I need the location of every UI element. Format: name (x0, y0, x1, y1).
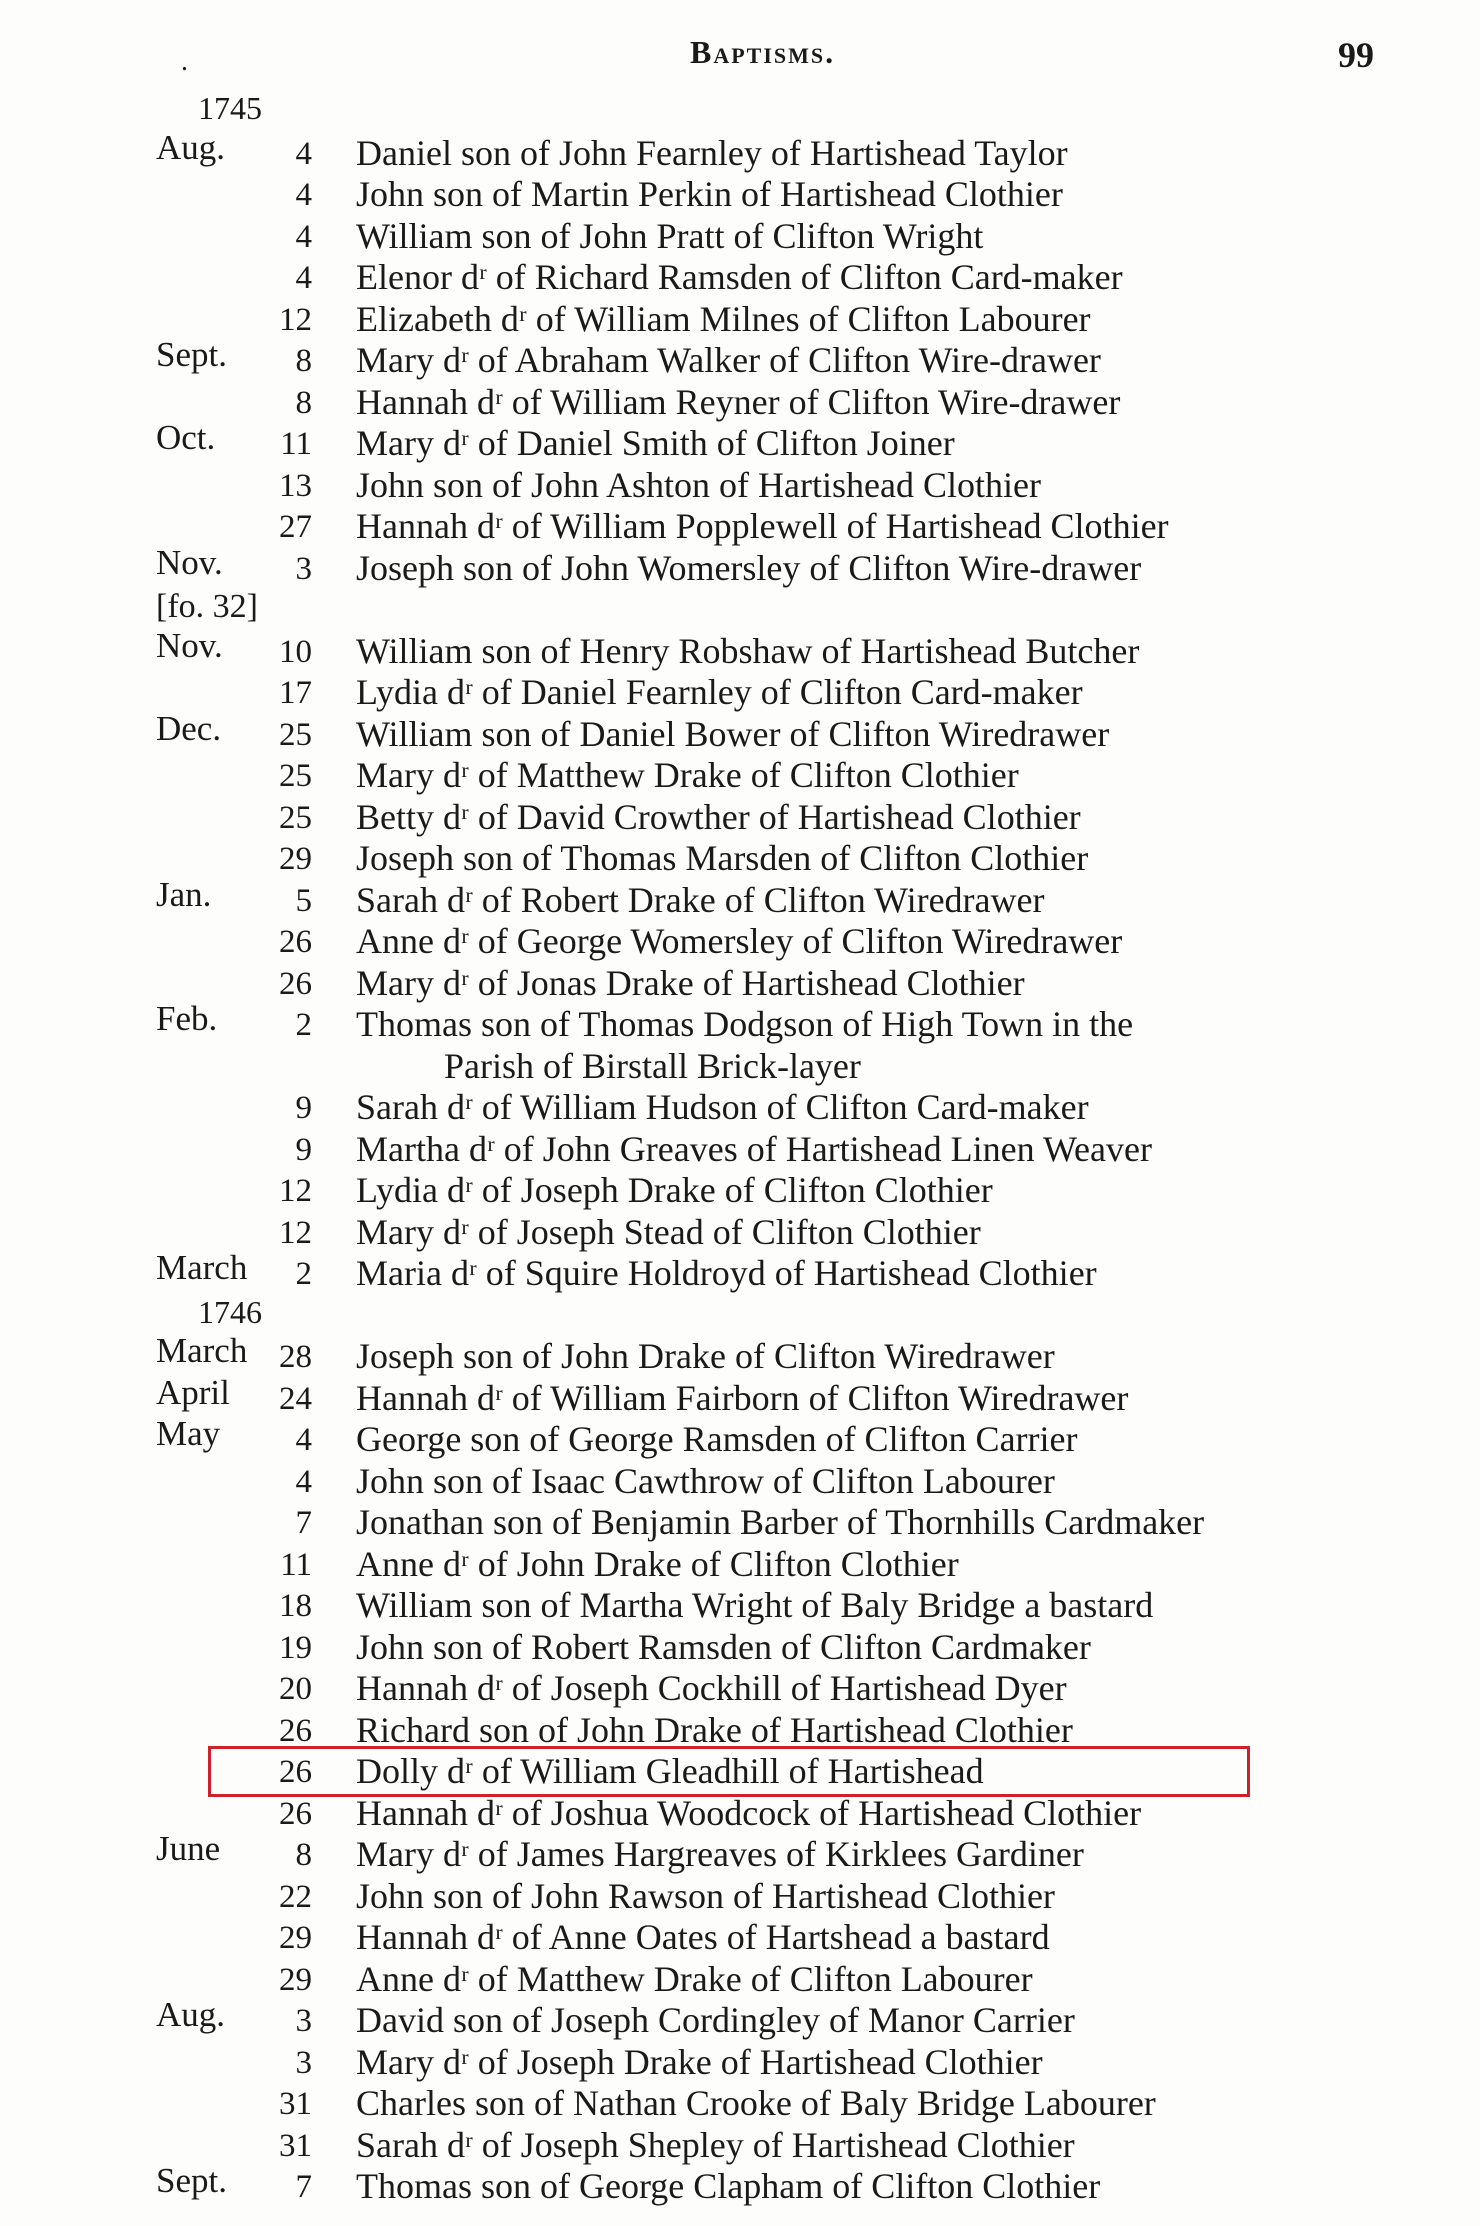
entry-day: 2 (295, 1256, 312, 1292)
entry-day: 17 (279, 675, 312, 711)
entry-text: William son of John Pratt of Clifton Wright (356, 216, 984, 256)
entry-day: 22 (279, 1879, 312, 1915)
year-label: 1745 (198, 90, 262, 126)
baptism-entry (0, 418, 1480, 465)
entry-day: 3 (295, 551, 312, 587)
entry-month: Aug. (156, 1995, 226, 2034)
entry-day: 20 (279, 1671, 312, 1707)
baptism-entry (0, 1829, 1480, 1876)
baptism-entry (0, 1373, 1480, 1420)
baptism-entry (0, 1130, 1480, 1171)
entry-day: 26 (279, 1796, 312, 1832)
baptism-entry (0, 922, 1480, 963)
entry-day: 26 (279, 966, 312, 1002)
entry-day: 3 (295, 2045, 312, 2081)
entry-text: Maria dʳ of Squire Holdroyd of Hartishead Clothier (356, 1253, 1097, 1293)
entry-text: Parish of Birstall Brick-layer (444, 1046, 861, 1086)
entry-day: 29 (279, 841, 312, 877)
baptism-entry (0, 875, 1480, 922)
entry-day: 28 (279, 1339, 312, 1375)
entry-text: Sarah dʳ of William Hudson of Clifton Card-maker (356, 1087, 1089, 1127)
baptism-entry (0, 756, 1480, 797)
entry-day: 26 (279, 924, 312, 960)
entry-day: 24 (279, 1381, 312, 1417)
entry-day: 12 (279, 302, 312, 338)
entry-text: Joseph son of John Womersley of Clifton Wire-drawer (356, 548, 1142, 588)
entry-day: 4 (295, 260, 312, 296)
highlight-box (208, 1746, 1250, 1797)
baptism-entry (0, 1503, 1480, 1544)
baptism-entry (0, 2161, 1480, 2208)
entry-text: Mary dʳ of Matthew Drake of Clifton Clothier (356, 755, 1019, 795)
entry-day: 4 (295, 219, 312, 255)
entry-text: Joseph son of John Drake of Clifton Wiredrawer (356, 1336, 1055, 1376)
entry-day: 18 (279, 1588, 312, 1624)
baptism-entry (0, 964, 1480, 1005)
entry-text: Richard son of John Drake of Hartishead Clothier (356, 1710, 1073, 1750)
entry-text: David son of Joseph Cordingley of Manor Carrier (356, 2000, 1075, 2040)
entry-text: William son of Daniel Bower of Clifton Wiredrawer (356, 714, 1110, 754)
entry-text: Betty dʳ of David Crowther of Hartishead Clothier (356, 797, 1081, 837)
entry-text: Hannah dʳ of Joseph Cockhill of Hartishead Dyer (356, 1668, 1067, 1708)
entry-day: 29 (279, 1920, 312, 1956)
entry-text: Mary dʳ of Jonas Drake of Hartishead Clothier (356, 963, 1025, 1003)
baptism-entry (0, 1545, 1480, 1586)
baptism-entry (0, 543, 1480, 590)
entry-day: 26 (279, 1754, 312, 1790)
baptism-entry (0, 1628, 1480, 1669)
entry-text: Hannah dʳ of William Reyner of Clifton Wire-drawer (356, 382, 1121, 422)
entry-text: Lydia dʳ of Joseph Drake of Clifton Clothier (356, 1170, 993, 1210)
baptism-entry (0, 2084, 1480, 2125)
folio-label: [fo. 32] (156, 588, 258, 625)
baptism-entry (0, 1088, 1480, 1129)
entry-day: 4 (295, 1422, 312, 1458)
entry-text: Sarah dʳ of Robert Drake of Clifton Wiredrawer (356, 880, 1045, 920)
entry-day: 11 (280, 1547, 312, 1583)
entry-day: 9 (295, 1132, 312, 1168)
entry-text: Hannah dʳ of William Fairborn of Clifton Wiredrawer (356, 1378, 1129, 1418)
entry-day: 12 (279, 1173, 312, 1209)
entry-day: 3 (295, 2003, 312, 2039)
entry-text: Charles son of Nathan Crooke of Baly Bridge Labourer (356, 2083, 1156, 2123)
entry-month: March (156, 1331, 248, 1370)
baptism-entry (0, 1248, 1480, 1295)
entry-text: Daniel son of John Fearnley of Hartishead Taylor (356, 133, 1068, 173)
entry-day: 10 (279, 634, 312, 670)
baptism-entry (0, 1794, 1480, 1835)
entry-text: Elenor dʳ of Richard Ramsden of Clifton Card-maker (356, 257, 1123, 297)
entry-text: John son of John Rawson of Hartishead Clothier (356, 1876, 1055, 1916)
entry-day: 8 (295, 385, 312, 421)
entry-text: Thomas son of George Clapham of Clifton Clothier (356, 2166, 1101, 2206)
entry-month: Feb. (156, 999, 218, 1038)
entry-text: Hannah dʳ of Joshua Woodcock of Hartishead Clothier (356, 1793, 1142, 1833)
baptism-entry (0, 839, 1480, 880)
entry-text: Joseph son of Thomas Marsden of Clifton Clothier (356, 838, 1089, 878)
entry-day: 12 (279, 1215, 312, 1251)
baptism-entry (0, 1877, 1480, 1918)
year-label: 1746 (198, 1294, 262, 1330)
entry-month: Oct. (156, 418, 216, 457)
header-mark: . (181, 46, 188, 77)
entry-day: 4 (295, 177, 312, 213)
baptism-entry (0, 673, 1480, 714)
entry-text: Sarah dʳ of Joseph Shepley of Hartishead Clothier (356, 2125, 1075, 2165)
entry-text: John son of Martin Perkin of Hartishead Clothier (356, 174, 1063, 214)
entry-text: Hannah dʳ of Anne Oates of Hartshead a bastard (356, 1917, 1050, 1957)
entry-text: Martha dʳ of John Greaves of Hartishead Linen Weaver (356, 1129, 1152, 1169)
baptism-entry (0, 383, 1480, 424)
entry-day: 7 (295, 2169, 312, 2205)
baptism-entry (0, 128, 1480, 175)
entry-month: March (156, 1248, 248, 1287)
entry-text: Mary dʳ of Joseph Stead of Clifton Clothier (356, 1212, 981, 1252)
entry-text: Thomas son of Thomas Dodgson of High Town in the (356, 1004, 1134, 1044)
baptism-entry (0, 1171, 1480, 1212)
entry-month: Dec. (156, 709, 222, 748)
entry-text: John son of Robert Ramsden of Clifton Cardmaker (356, 1627, 1091, 1667)
running-title: Baptisms. (690, 34, 836, 70)
entry-day: 2 (295, 1007, 312, 1043)
baptism-entry (0, 999, 1480, 1046)
entry-day: 9 (295, 1090, 312, 1126)
baptism-entry (0, 507, 1480, 548)
baptism-entry (0, 2043, 1480, 2084)
entry-text: Anne dʳ of John Drake of Clifton Clothier (356, 1544, 959, 1584)
entry-text: Hannah dʳ of William Popplewell of Hartishead Clothier (356, 506, 1169, 546)
entry-month: Nov. (156, 543, 223, 582)
entry-month: Sept. (156, 335, 227, 374)
baptism-entry (0, 798, 1480, 839)
entry-day: 8 (295, 343, 312, 379)
entry-text: John son of Isaac Cawthrow of Clifton Labourer (356, 1461, 1055, 1501)
entry-text: Mary dʳ of James Hargreaves of Kirklees Gardiner (356, 1834, 1084, 1874)
entry-day: 11 (280, 426, 312, 462)
entry-month: Jan. (156, 875, 212, 914)
baptism-entry (0, 1462, 1480, 1503)
entry-text: Mary dʳ of Daniel Smith of Clifton Joiner (356, 423, 955, 463)
year-heading (0, 92, 1480, 133)
baptism-entry (0, 1918, 1480, 1959)
baptism-entry (0, 1995, 1480, 2042)
entry-month: April (156, 1373, 230, 1412)
entry-continuation (0, 1047, 1480, 1088)
entry-day: 5 (295, 883, 312, 919)
entry-month: June (156, 1829, 221, 1868)
entry-text: Elizabeth dʳ of William Milnes of Clifton Labourer (356, 299, 1091, 339)
entry-text: Anne dʳ of Matthew Drake of Clifton Labourer (356, 1959, 1033, 1999)
baptism-entry (0, 1586, 1480, 1627)
entry-month: Sept. (156, 2161, 227, 2200)
entry-text: Lydia dʳ of Daniel Fearnley of Clifton Card-maker (356, 672, 1083, 712)
entry-day: 25 (279, 717, 312, 753)
entry-day: 8 (295, 1837, 312, 1873)
baptism-entry (0, 466, 1480, 507)
folio-marker (0, 590, 1480, 631)
baptism-entry (0, 709, 1480, 756)
entry-text: William son of Martha Wright of Baly Bridge a bastard (356, 1585, 1154, 1625)
entry-day: 4 (295, 1464, 312, 1500)
entry-text: Dolly dʳ of William Gleadhill of Hartishead (356, 1751, 984, 1791)
entry-text: Mary dʳ of Abraham Walker of Clifton Wire-drawer (356, 340, 1101, 380)
entry-day: 27 (279, 509, 312, 545)
baptism-entry (0, 626, 1480, 673)
entry-day: 13 (279, 468, 312, 504)
page-number: 99 (1338, 35, 1374, 75)
entry-day: 29 (279, 1962, 312, 1998)
entry-text: Mary dʳ of Joseph Drake of Hartishead Clothier (356, 2042, 1043, 2082)
entry-day: 25 (279, 800, 312, 836)
baptism-entry (0, 175, 1480, 216)
entry-text: Anne dʳ of George Womersley of Clifton Wiredrawer (356, 921, 1123, 961)
entry-day: 25 (279, 758, 312, 794)
baptism-entry (0, 1414, 1480, 1461)
entry-day: 4 (295, 136, 312, 172)
baptism-entry (0, 335, 1480, 382)
baptism-entry (0, 1331, 1480, 1378)
entry-text: William son of Henry Robshaw of Hartishead Butcher (356, 631, 1140, 671)
entry-day: 19 (279, 1630, 312, 1666)
entry-day: 31 (279, 2128, 312, 2164)
entry-text: George son of George Ramsden of Clifton Carrier (356, 1419, 1078, 1459)
baptism-entry (0, 258, 1480, 299)
entry-text: Jonathan son of Benjamin Barber of Thornhills Cardmaker (356, 1502, 1205, 1542)
entry-month: May (156, 1414, 221, 1453)
entry-month: Aug. (156, 128, 226, 167)
entry-text: John son of John Ashton of Hartishead Clothier (356, 465, 1041, 505)
baptism-entry (0, 217, 1480, 258)
entry-month: Nov. (156, 626, 223, 665)
entry-day: 26 (279, 1713, 312, 1749)
entry-day: 7 (295, 1505, 312, 1541)
baptism-entry (0, 1669, 1480, 1710)
entry-day: 31 (279, 2086, 312, 2122)
